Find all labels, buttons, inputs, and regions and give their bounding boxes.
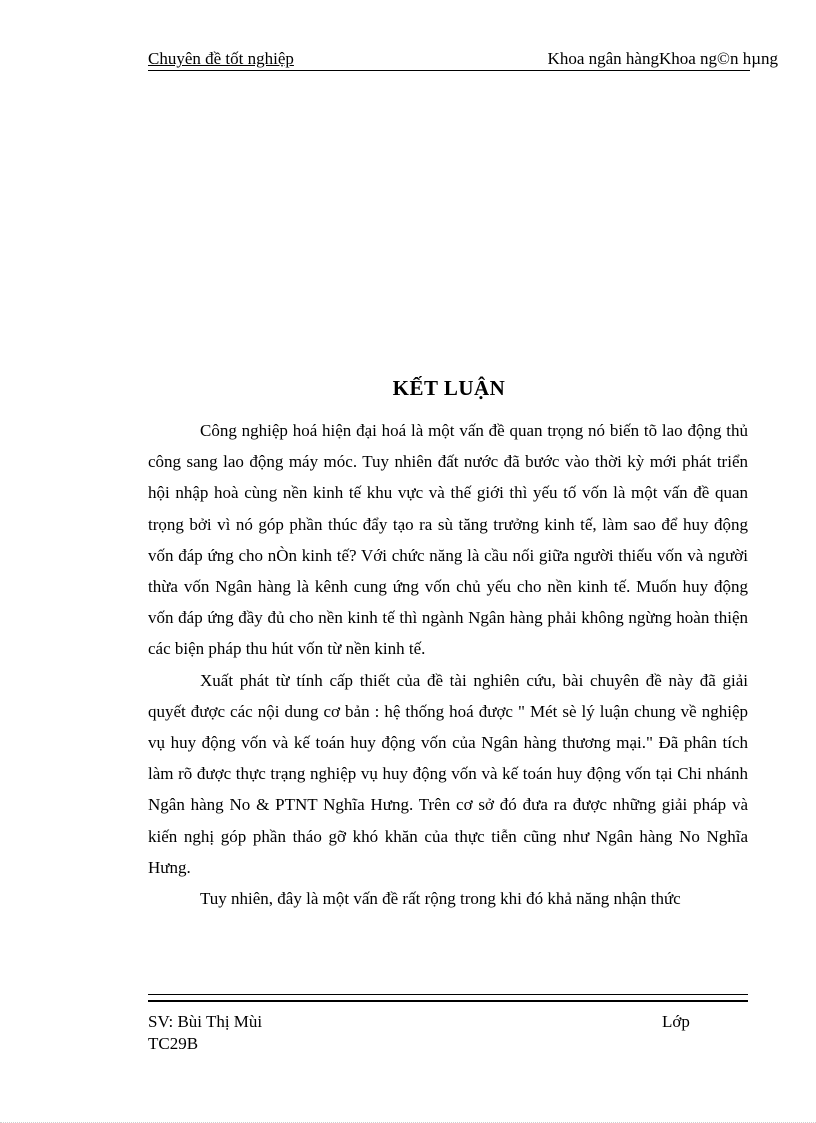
footer-class-code: TC29B xyxy=(148,1034,199,1053)
body-text xyxy=(148,415,748,914)
footer-student-name: SV: Bùi Thị Mùi xyxy=(148,1012,263,1031)
page-header xyxy=(148,48,778,71)
paragraph-2: Xuất phát từ tính cấp thiết của đề tài nghiên cứu, bài chuyên đề này đã giải quyết được các nội dung cơ bản : hệ thống hoá được " Mét sè lý luận chung về nghiệp vụ huy động vốn và kế toán huy động vốn của Ngân hàng thương mại." Đã phân tích làm rõ được thực trạng nghiệp vụ huy động vốn và kế toán huy động vốn tại Chi nhánh Ngân hàng No & PTNT Nghĩa Hưng. Trên cơ sở đó đưa ra được những giải pháp và kiến nghị góp phần tháo gỡ khó khăn của thực tiễn cũng như Ngân hàng No Nghĩa Hưng. xyxy=(148,670,748,877)
paragraph-3: Tuy nhiên, đây là một vấn đề rất rộng trong khi đó khả năng nhận thức xyxy=(200,889,681,909)
footer-class-label: Lớp xyxy=(662,1012,690,1031)
section-title: KẾT LUẬN xyxy=(392,376,506,400)
header-right-text: Khoa ngân hàngKhoa ng©n hµng xyxy=(547,49,778,68)
paragraph-1: Công nghiệp hoá hiện đại hoá là một vấn đề quan trọng nó biến tõ lao động thủ công sang lao động máy móc. Tuy nhiên đất nước đã bước vào thời kỳ mới phát triển hội nhập hoà cùng nền kinh tế khu vực và thế giới thì yếu tố vốn là một vấn đề quan trọng bởi vì nó góp phần thúc đẩy tạo ra sù tăng trưởng kinh tế, làm sao để huy động vốn đáp ứng cho nÒn kinh tế? Với chức năng là cầu nối giữa người thiếu vốn và người thừa vốn Ngân hàng là kênh cung ứng vốn chủ yếu cho nền kinh tế. Muốn huy động vốn đáp ứng đầy đủ cho nền kinh tế thì ngành Ngân hàng phải không ngừng hoàn thiện các biện pháp thu hút vốn từ nền kinh tế. xyxy=(148,421,748,659)
footer-double-rule xyxy=(148,994,748,1002)
header-left-text: Chuyên đề tốt nghiệp xyxy=(148,49,294,68)
